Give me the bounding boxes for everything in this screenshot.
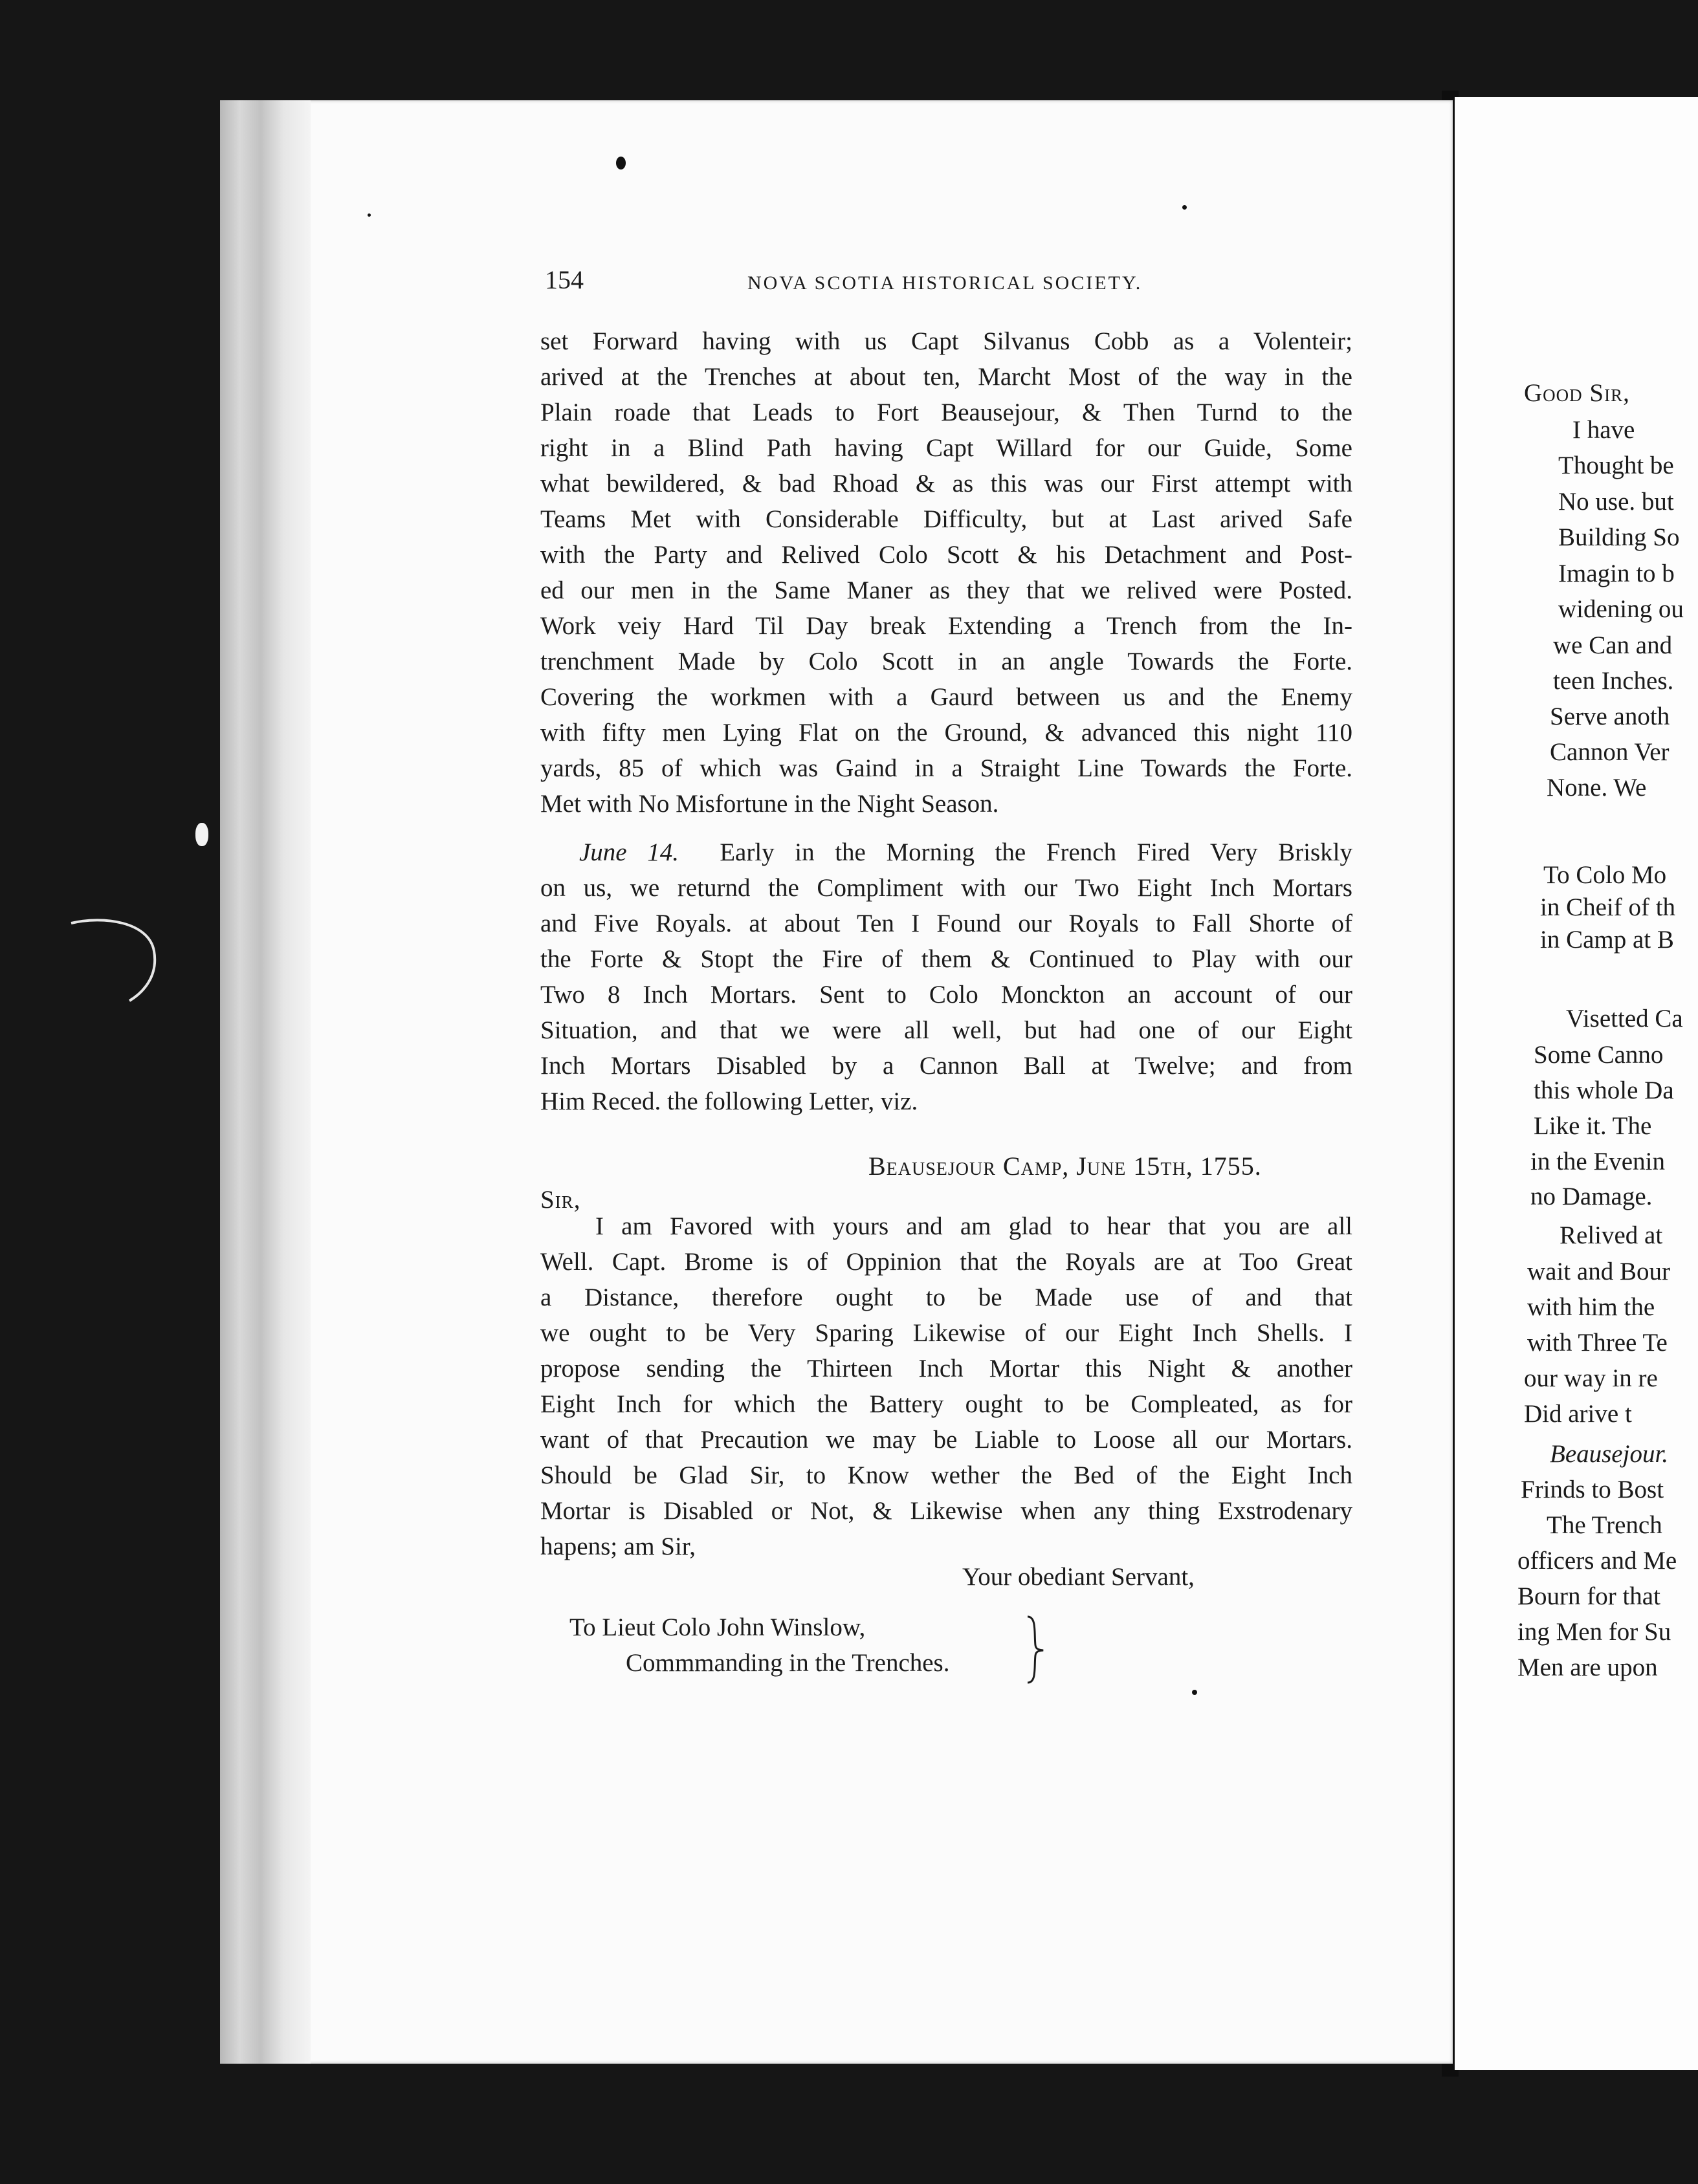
- letter-body: [540, 1208, 1352, 1564]
- right-page-text: in Camp at B: [1540, 926, 1674, 954]
- ink-spot: [1182, 205, 1187, 210]
- page-number: 154: [545, 265, 584, 294]
- text-line: ed our men in the Same Maner as they that we relived were Posted.: [540, 576, 1352, 604]
- right-page-text: our way in re: [1524, 1364, 1658, 1392]
- right-page-text: with Three Te: [1527, 1329, 1668, 1357]
- right-page-text: To Colo Mo: [1543, 861, 1667, 889]
- dust-mark: [195, 823, 208, 846]
- text-line: with fifty men Lying Flat on the Ground, & advanced this night 110: [540, 719, 1352, 747]
- right-page-text: teen Inches.: [1553, 667, 1674, 695]
- right-page-text: in the Evenin: [1530, 1148, 1665, 1175]
- right-page-text: this whole Da: [1534, 1076, 1674, 1104]
- text-line: with the Party and Relived Colo Scott & his Detachment and Post-: [540, 541, 1352, 569]
- text-line: set Forward having with us Capt Silvanus Cobb as a Volenteir;: [540, 327, 1352, 355]
- right-page-text: officers and Me: [1517, 1547, 1677, 1575]
- text-line: Two 8 Inch Mortars. Sent to Colo Monckton an account of our: [540, 981, 1352, 1009]
- right-page-text: in Cheif of th: [1540, 893, 1676, 921]
- paragraph-2: [540, 835, 1352, 1119]
- text-line: on us, we returnd the Compliment with our Two Eight Inch Mortars: [540, 874, 1352, 902]
- right-page-text: ing Men for Su: [1517, 1618, 1671, 1646]
- text-line: want of that Precaution we may be Liable to Loose all our Mortars.: [540, 1426, 1352, 1454]
- text-line: a Distance, therefore ought to be Made use of and that: [540, 1283, 1352, 1311]
- text-line: we ought to be Very Sparing Likewise of our Eight Inch Shells. I: [540, 1319, 1352, 1347]
- paragraph-1: [540, 323, 1352, 822]
- letter-address-line-1: To Lieut Colo John Winslow,: [569, 1613, 866, 1641]
- page-edge-shading: [220, 100, 311, 2064]
- letter-salutation: Sir,: [540, 1186, 581, 1214]
- date-lead: June 14.: [579, 838, 679, 866]
- ink-spot: [368, 213, 371, 217]
- text-line: I am Favored with yours and am glad to hear that you are all: [595, 1212, 1352, 1240]
- right-page-text: widening ou: [1558, 595, 1684, 623]
- right-page-text: we Can and: [1553, 631, 1673, 659]
- right-page-text: wait and Bour: [1527, 1258, 1670, 1285]
- right-page-text: Like it. The: [1534, 1112, 1652, 1140]
- right-page-text: with him the: [1527, 1293, 1655, 1321]
- text-line: Eight Inch for which the Battery ought to be Compleated, as for: [540, 1390, 1352, 1418]
- text-line: Plain roade that Leads to Fort Beausejour, & Then Turnd to the: [540, 399, 1352, 426]
- ink-spot: [1192, 1690, 1197, 1695]
- right-page-text: Imagin to b: [1558, 560, 1675, 587]
- text-line: right in a Blind Path having Capt Willard for our Guide, Some: [540, 434, 1352, 462]
- text-line: Situation, and that we were all well, but had one of our Eight: [540, 1016, 1352, 1044]
- text-line: Work veiy Hard Til Day break Extending a Trench from the In-: [540, 612, 1352, 640]
- right-page-text: None. We: [1547, 774, 1647, 802]
- text-line: trenchment Made by Colo Scott in an angle Towards the Forte.: [540, 648, 1352, 675]
- right-page-text: Visetted Ca: [1566, 1005, 1683, 1032]
- text-line: Should be Glad Sir, to Know wether the Bed of the Eight Inch: [540, 1461, 1352, 1489]
- right-page-text: Thought be: [1558, 452, 1674, 479]
- right-page-text: Bourn for that: [1517, 1582, 1660, 1610]
- text-line: the Forte & Stopt the Fire of them & Continued to Play with our: [540, 945, 1352, 973]
- letter-dateline: Beausejour Camp, June 15th, 1755.: [868, 1152, 1262, 1181]
- right-page-text: Men are upon: [1517, 1654, 1658, 1681]
- text-line: Well. Capt. Brome is of Oppinion that the Royals are at Too Great: [540, 1248, 1352, 1276]
- text-line: propose sending the Thirteen Inch Mortar this Night & another: [540, 1355, 1352, 1382]
- text-line: yards, 85 of which was Gaind in a Straight Line Towards the Forte.: [540, 754, 1352, 782]
- text-line: Mortar is Disabled or Not, & Likewise when any thing Exstrodenary: [540, 1497, 1352, 1525]
- letter-closing: Your obediant Servant,: [962, 1563, 1195, 1591]
- text-line: Covering the workmen with a Gaurd between us and the Enemy: [540, 683, 1352, 711]
- running-title: NOVA SCOTIA HISTORICAL SOCIETY.: [747, 272, 1143, 294]
- right-page-text: Did arive t: [1524, 1400, 1632, 1428]
- right-page-text: The Trench: [1547, 1511, 1662, 1539]
- right-page-text: Cannon Ver: [1550, 738, 1670, 766]
- loose-thread: [65, 915, 162, 1006]
- right-page-text: No use. but: [1558, 488, 1674, 516]
- text-line: Him Reced. the following Letter, viz.: [540, 1087, 918, 1115]
- text-line: arived at the Trenches at about ten, Marcht Most of the way in the: [540, 363, 1352, 391]
- text-line: Teams Met with Considerable Difficulty, but at Last arived Safe: [540, 505, 1352, 533]
- address-brace: [1022, 1614, 1048, 1685]
- right-page-text: I have: [1572, 416, 1635, 444]
- text-line-first: [540, 835, 1352, 870]
- text-line: hapens; am Sir,: [540, 1533, 696, 1560]
- ink-spot: [616, 157, 626, 169]
- right-page-text: Some Canno: [1534, 1041, 1664, 1069]
- right-page-text: Relived at: [1560, 1221, 1663, 1249]
- right-page-text: no Damage.: [1530, 1183, 1653, 1210]
- right-page-text: Good Sir,: [1524, 379, 1630, 407]
- text-line: and Five Royals. at about Ten I Found our Royals to Fall Shorte of: [540, 910, 1352, 937]
- right-page-text: Beausejour.: [1550, 1440, 1669, 1468]
- text-line: Met with No Misfortune in the Night Season.: [540, 790, 999, 818]
- letter-address-line-2: Commmanding in the Trenches.: [626, 1649, 950, 1677]
- first-line-text: Early in the Morning the French Fired Very Briskly: [720, 838, 1352, 866]
- text-line: Inch Mortars Disabled by a Cannon Ball at Twelve; and from: [540, 1052, 1352, 1080]
- text-line: what bewildered, & bad Rhoad & as this was our First attempt with: [540, 470, 1352, 497]
- right-page-text: Building So: [1558, 523, 1680, 551]
- right-page-text: Serve anoth: [1550, 703, 1670, 730]
- right-page-text: Frinds to Bost: [1521, 1476, 1664, 1503]
